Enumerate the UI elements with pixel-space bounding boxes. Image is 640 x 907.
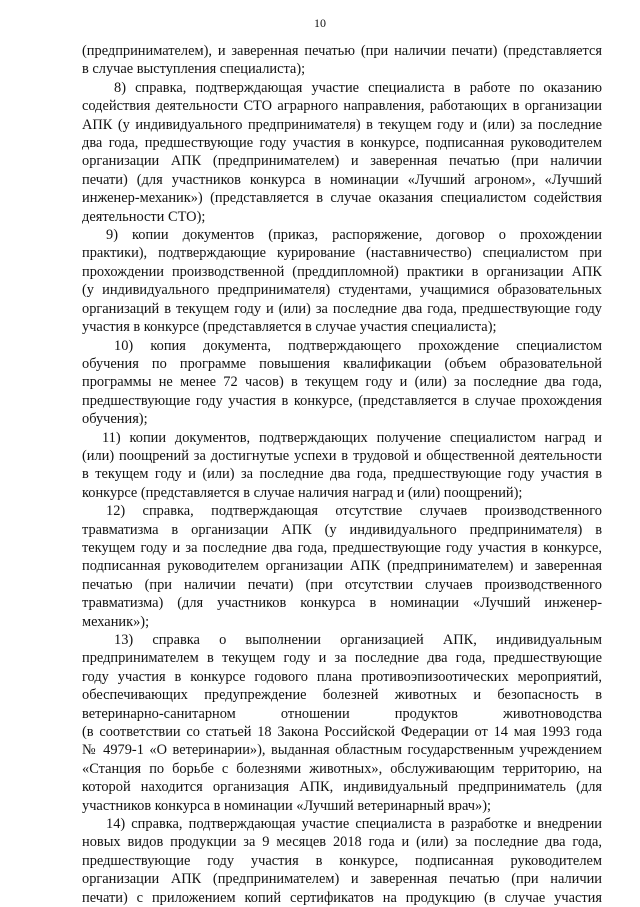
text-line: обеспечивающих предупреждение болезней животных и безопасность в	[82, 687, 602, 704]
text-line: текущем году и за последние два года, предшествующие году участия в конкурсе,	[82, 539, 602, 556]
text-line: 9) копии документов (приказ, распоряжение, договор о прохождении	[106, 227, 602, 244]
text-line: году участия в конкурсе годового плана противоэпизоотических мероприятий,	[82, 668, 602, 685]
text-line: травматизма в организации АПК (у индивидуального предпринимателя) в	[82, 521, 602, 538]
document-body	[82, 42, 602, 907]
text-line: АПК (у индивидуального предпринимателя) в текущем году и (или) за последние	[82, 116, 602, 133]
text-line: «Станция по борьбе с болезнями животных», обслуживающим территорию, на	[82, 760, 602, 777]
text-line: (предпринимателем), и заверенная печатью (при наличии печати) (представляется	[82, 43, 602, 59]
text-line: организаций в текущем году и (или) за последние два года, предшествующие году	[82, 300, 602, 317]
text-line: (в соответствии со статьей 18 Закона Российской Федерации от 14 мая 1993 года	[82, 724, 602, 741]
text-line: два года, предшествующие году участия в конкурсе, подписанная руководителем	[82, 135, 602, 152]
text-line: которой находится организация АПК, индивидуальный предприниматель (для	[82, 779, 602, 796]
text-line: обучения по программе повышения квалификации (объем образовательной	[82, 355, 602, 372]
text-line: предпринимателем в текущем году и за последние два года, предшествующие	[82, 650, 602, 667]
text-line: организации АПК (предпринимателем) и заверенная печатью (при наличии	[82, 871, 602, 888]
text-line: ветеринарно-санитарном отношении продуктов животноводства	[82, 705, 602, 722]
paragraph-item-12	[82, 502, 602, 631]
text-line: 13) справка о выполнении организацией АПК, индивидуальным	[114, 632, 602, 648]
text-line: участия в конкурсе (представляется в случае участия специалиста);	[82, 319, 497, 336]
text-line: 10) копия документа, подтверждающего прохождение специалистом	[114, 337, 602, 354]
text-line: № 4979-1 «О ветеринарии»), выданная областным государственным учреждением	[82, 742, 602, 759]
page-number: 10	[314, 16, 326, 30]
paragraph-item-8	[82, 79, 602, 226]
text-line: организации АПК (предпринимателем) и заверенная печатью (при наличии	[82, 153, 602, 170]
text-line: (или) поощрений за достигнутые успехи в трудовой и общественной деятельности	[82, 447, 602, 464]
text-line: в текущем году и (или) за последние два года, предшествующие году участия в	[82, 466, 602, 483]
text-line: механик»);	[82, 613, 150, 630]
paragraph-continuation	[82, 42, 602, 79]
text-line: предшествующие году участия в конкурсе, подписанная руководителем	[82, 852, 602, 869]
text-line: содействия деятельности СТО аграрного направления, работающих в организации	[82, 98, 602, 115]
text-line: программы не менее 72 часов) в текущем году и (или) за последние два года,	[82, 374, 602, 391]
text-line: печати) с приложением копий сертификатов на продукцию (в случае участия	[82, 889, 602, 906]
paragraph-item-14	[82, 815, 602, 907]
text-line: прохождении производственной (преддипломной) практики в организации АПК	[82, 263, 602, 280]
paragraph-item-13	[82, 631, 602, 815]
paragraph-item-10	[82, 337, 602, 429]
text-line: в случае выступления специалиста);	[82, 61, 306, 78]
text-line: инженер-механик») (представляется в случае оказания специалистом содействия	[82, 190, 602, 207]
text-line: (у индивидуального предпринимателя) студентами, учащимися образовательных	[82, 282, 602, 299]
text-line: деятельности СТО);	[82, 208, 206, 225]
text-line: практики), подтверждающие курирование (наставничество) специалистом при	[82, 245, 602, 262]
text-line: печатью (при наличии печати) (при отсутствии случаев производственного	[82, 576, 602, 593]
text-line: 8) справка, подтверждающая участие специалиста в работе по оказанию	[114, 79, 602, 96]
text-line: конкурсе (представляется в случае наличия наград и (или) поощрений);	[82, 484, 523, 501]
text-line: 14) справка, подтверждающая участие специалиста в разработке и внедрении	[106, 816, 602, 833]
text-line: обучения);	[82, 411, 148, 428]
text-line: травматизма) (для участников конкурса в номинации «Лучший инженер-	[82, 595, 602, 612]
text-line: печати) (для участников конкурса в номинации «Лучший агроном», «Лучший	[82, 171, 602, 188]
paragraph-item-9	[82, 226, 602, 336]
text-line: 12) справка, подтверждающая отсутствие случаев производственного	[106, 503, 602, 520]
text-line: 11) копии документов, подтверждающих получение специалистом наград и	[102, 429, 602, 446]
text-line: подписанная руководителем организации АПК (предпринимателем) и заверенная	[82, 558, 602, 575]
text-line: предшествующие году участия в конкурсе, (представляется в случае прохождения	[82, 392, 602, 409]
paragraph-item-11	[82, 429, 602, 503]
text-line: новых видов продукции за 9 месяцев 2018 года и (или) за последние два года,	[82, 834, 602, 851]
text-line: участников конкурса в номинации «Лучший ветеринарный врач»);	[82, 797, 491, 814]
